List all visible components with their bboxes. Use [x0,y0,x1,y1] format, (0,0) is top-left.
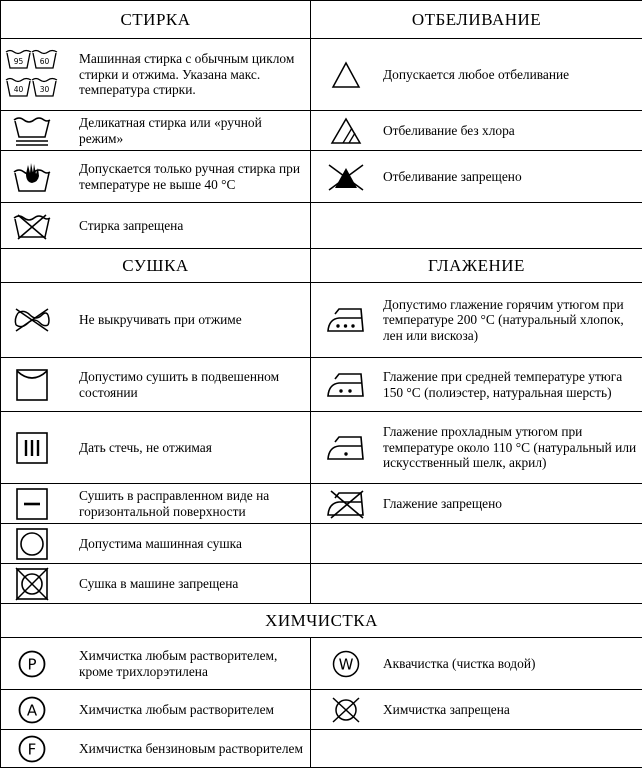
empty-cell [311,730,642,768]
bleaching-row [311,111,642,151]
wash-temp-30: 30 [40,85,50,94]
wash-temp-60: 60 [40,57,50,66]
delicate-wash-icon [1,115,63,147]
do-not-dry-clean-icon [319,695,373,725]
washing-row [1,151,311,203]
do-not-wash-icon [1,212,63,240]
do-not-tumble-dry-icon [1,567,63,601]
drying-row [1,484,311,524]
machine-wash-temperature-icon [1,47,63,103]
drying-text: Допустимо сушить в подвешенном состоянии [63,369,310,400]
drying-text: Не выкручивать при отжиме [63,312,246,328]
drip-dry-icon [1,431,63,465]
washing-text: Деликатная стирка или «ручной режим» [63,115,310,146]
wash-temp-40: 40 [14,85,24,94]
empty-cell [311,564,642,604]
non-chlorine-bleach-icon [319,117,373,145]
ironing-row [311,283,642,358]
wash-temp-95: 95 [14,57,24,66]
iron-high-icon [319,305,373,335]
wet-clean-w-icon [319,649,373,679]
drying-row [1,412,311,484]
bleaching-row [311,151,642,203]
drying-row [1,358,311,412]
ironing-header: ГЛАЖЕНИЕ [311,249,642,283]
svg-text:P: P [27,655,36,673]
bleaching-text: Отбеливание запрещено [373,169,526,185]
drying-text: Допустима машинная сушка [63,536,246,552]
do-not-iron-icon [319,489,373,519]
ironing-text: Глажение запрещено [373,496,506,512]
drying-row [1,564,311,604]
empty-cell [311,203,642,249]
washing-row [1,111,311,151]
svg-text:A: A [27,701,38,719]
drying-row [1,283,311,358]
drycleaning-row [1,690,311,730]
washing-row [1,203,311,249]
drycleaning-row [1,730,311,768]
any-bleach-icon [319,61,373,89]
hand-wash-icon [1,160,63,194]
iron-low-icon [319,433,373,463]
drycleaning-text: Химчистка любым растворителем, кроме трихлорэтилена [63,648,310,679]
svg-text:W: W [339,655,354,673]
drying-text: Сушка в машине запрещена [63,576,242,592]
bleaching-text: Отбеливание без хлора [373,123,519,139]
washing-text: Допускается только ручная стирка при температуре не выше 40 °С [63,161,310,192]
ironing-text: Глажение прохладным утюгом при температуре около 110 °С (натуральный или искусственный шелк, акрил) [373,424,642,471]
ironing-text: Глажение при средней температуре утюга 150 °С (полиэстер, натуральная шерсть) [373,369,642,400]
drycleaning-row [1,638,311,690]
washing-text: Стирка запрещена [63,218,187,234]
drying-header: СУШКА [1,249,311,283]
tumble-dry-icon [1,527,63,561]
drycleaning-text: Химчистка бензиновым растворителем [63,741,307,757]
do-not-wring-icon [1,307,63,333]
drying-text: Дать стечь, не отжимая [63,440,216,456]
washing-header: СТИРКА [1,1,311,39]
dry-flat-icon [1,487,63,521]
ironing-row [311,412,642,484]
ironing-text: Допустимо глажение горячим утюгом при температуре 200 °С (натуральный хлопок, лен или вискоза) [373,297,642,344]
drycleaning-row [311,638,642,690]
bleaching-row [311,39,642,111]
washing-row [1,39,311,111]
drycleaning-header: ХИМЧИСТКА [1,604,642,638]
drying-row [1,524,311,564]
empty-cell [311,524,642,564]
dry-clean-f-icon [1,734,63,764]
drycleaning-row [311,690,642,730]
bleaching-text: Допускается любое отбеливание [373,67,573,83]
line-dry-icon [1,368,63,402]
dry-clean-p-icon [1,649,63,679]
drycleaning-text: Химчистка любым растворителем [63,702,278,718]
washing-text: Машинная стирка с обычным циклом стирки и отжима. Указана макс. температура стирки. [63,51,310,98]
drycleaning-text: Аквачистка (чистка водой) [373,656,539,672]
ironing-row [311,484,642,524]
dry-clean-a-icon [1,695,63,725]
iron-medium-icon [319,370,373,400]
drycleaning-text: Химчистка запрещена [373,702,514,718]
ironing-row [311,358,642,412]
svg-text:F: F [28,740,37,758]
drying-text: Сушить в расправленном виде на горизонтальной поверхности [63,488,310,519]
bleaching-header: ОТБЕЛИВАНИЕ [311,1,642,39]
do-not-bleach-icon [319,162,373,192]
